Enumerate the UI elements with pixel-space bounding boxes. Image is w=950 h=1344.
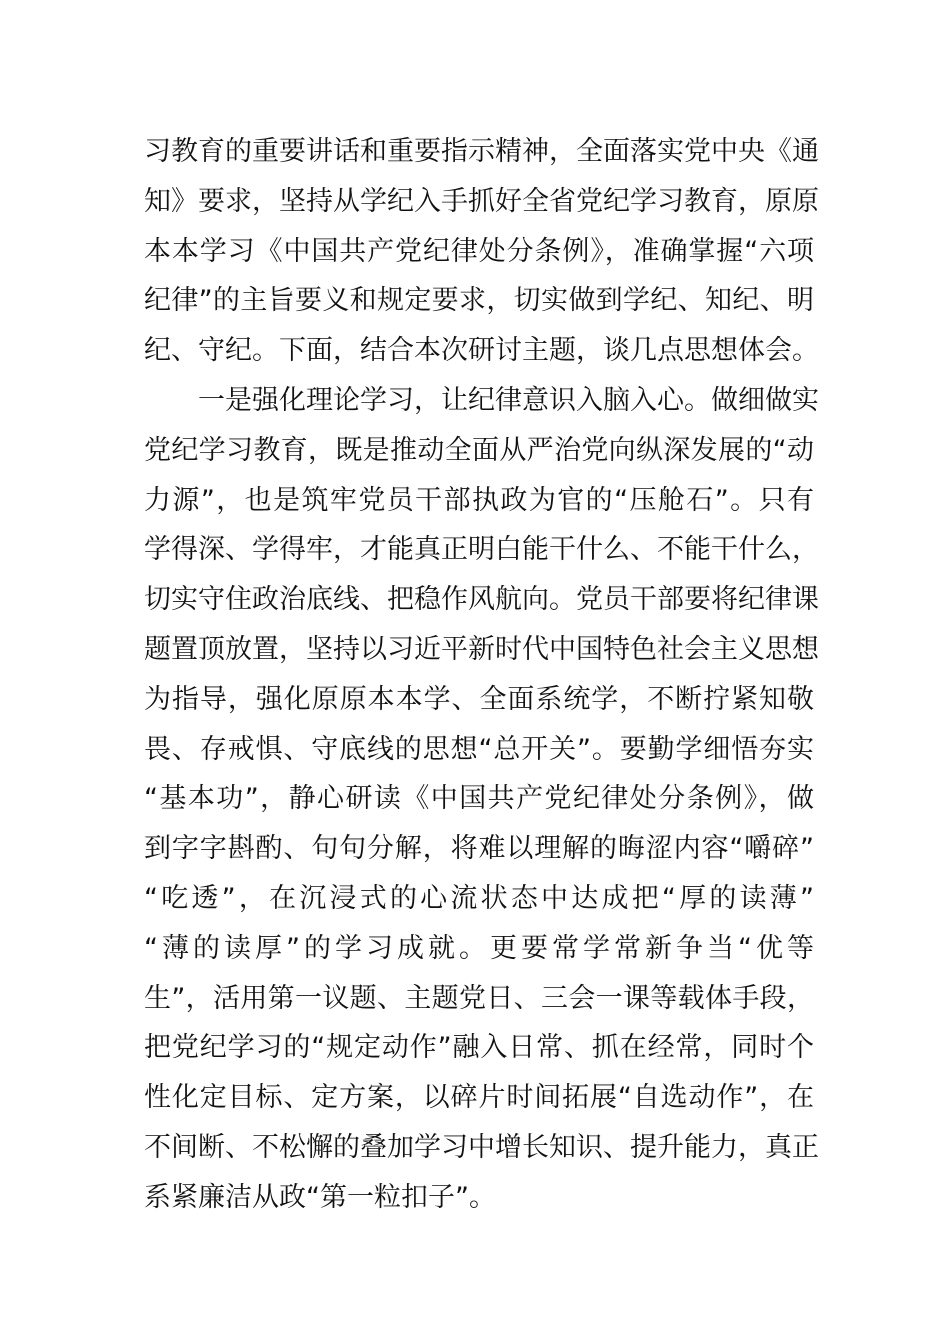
text-line: 习教育的重要讲话和重要指示精神，全面落实党中央《通 xyxy=(144,136,819,167)
text-line: 不间断、不松懈的叠加学习中增长知识、提升能力，真正 xyxy=(144,1131,819,1163)
text-line: 题置顶放置，坚持以习近平新时代中国特色社会主义思想 xyxy=(144,633,819,665)
text-line: 系紧廉洁从政“第一粒扣子”。 xyxy=(144,1181,496,1213)
text-line: 性化定目标、定方案，以碎片时间拓展“自选动作”，在 xyxy=(144,1082,814,1114)
text-line: 力源”，也是筑牢党员干部执政为官的“压舱石”。只有 xyxy=(144,484,814,516)
text-line: “薄的读厚”的学习成就。更要常学常新争当“优等 xyxy=(144,932,814,964)
text-line: 到字字斟酌、句句分解，将难以理解的晦涩内容“嚼碎” xyxy=(144,833,814,865)
text-line: “基本功”，静心研读《中国共产党纪律处分条例》，做 xyxy=(144,783,814,815)
text-line: 党纪学习教育，既是推动全面从严治党向纵深发展的“动 xyxy=(144,434,814,466)
text-line: “吃透”，在沉浸式的心流状态中达成把“厚的读薄” xyxy=(144,882,814,914)
text-line: 学得深、学得牢，才能真正明白能干什么、不能干什么， xyxy=(144,534,819,566)
text-line: 纪、守纪。下面，结合本次研讨主题，谈几点思想体会。 xyxy=(144,335,819,367)
text-line: 知》要求，坚持从学纪入手抓好全省党纪学习教育，原原 xyxy=(144,185,819,217)
text-line: 把党纪学习的“规定动作”融入日常、抓在经常，同时个 xyxy=(144,1032,814,1064)
body-text xyxy=(144,127,819,1223)
text-line: 为指导，强化原原本本学、全面系统学，不断拧紧知敬 xyxy=(144,683,814,715)
text-line: 一是强化理论学习，让纪律意识入脑入心。做细做实 xyxy=(144,384,819,416)
text-line: 生”，活用第一议题、主题党日、三会一课等载体手段， xyxy=(144,982,814,1014)
text-line: 本本学习《中国共产党纪律处分条例》，准确掌握“六项 xyxy=(144,235,814,267)
text-line: 切实守住政治底线、把稳作风航向。党员干部要将纪律课 xyxy=(144,584,819,616)
text-line: 畏、存戒惧、守底线的思想“总开关”。要勤学细悟夯实 xyxy=(144,733,814,765)
text-line: 纪律”的主旨要义和规定要求，切实做到学纪、知纪、明 xyxy=(144,285,814,317)
